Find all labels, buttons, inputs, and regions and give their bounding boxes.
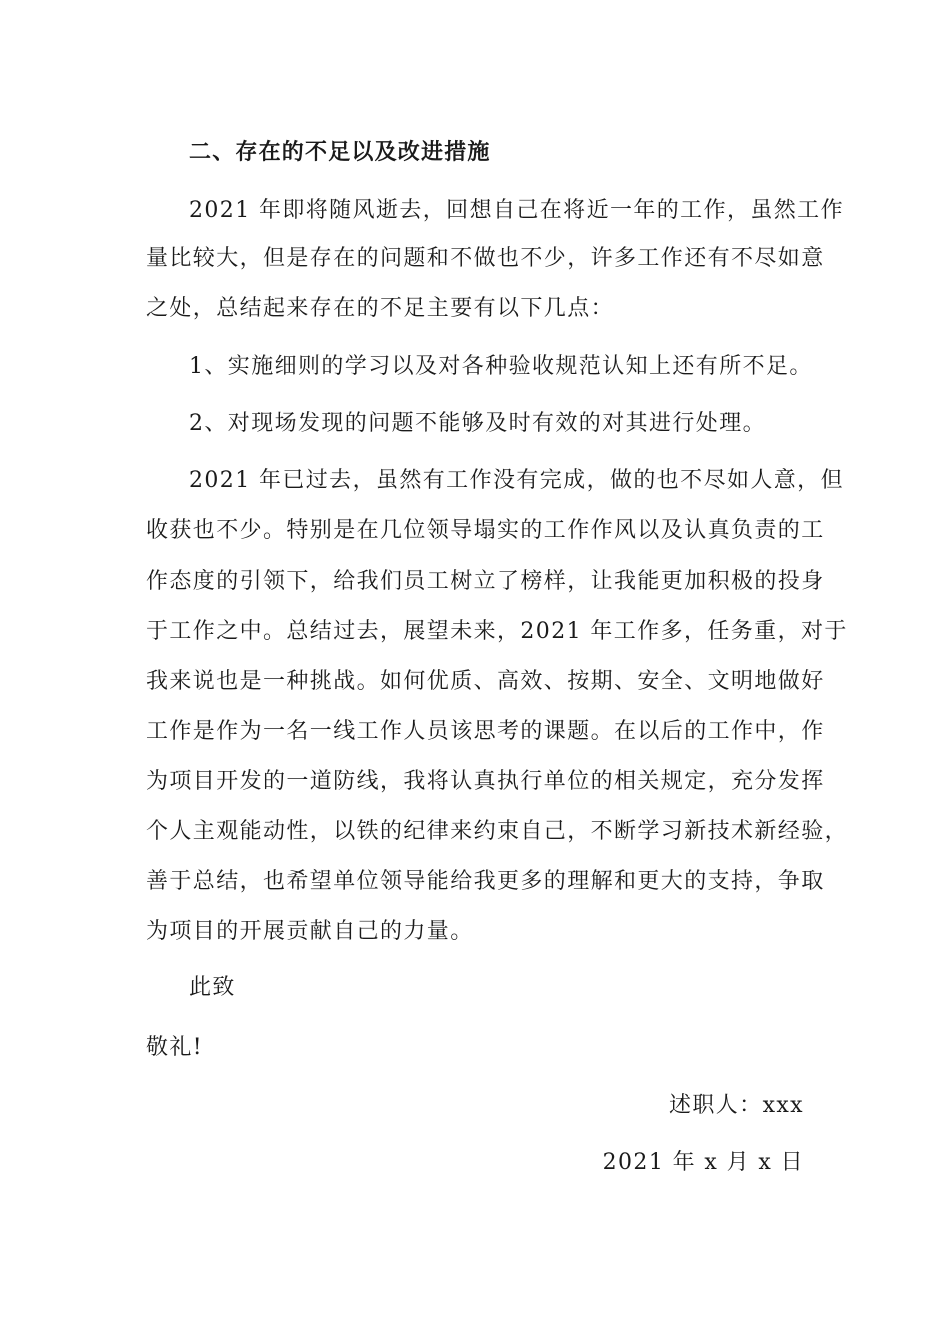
date-line: 2021 年 x 月 x 日	[602, 1150, 804, 1175]
paragraph-line: 于工作之中。总结过去，展望未来，2021 年工作多，任务重，对于	[146, 619, 848, 644]
paragraph-line: 为项目开发的一道防线，我将认真执行单位的相关规定，充分发挥	[146, 769, 825, 794]
list-item: 1、实施细则的学习以及对各种验收规范认知上还有所不足。	[189, 354, 813, 379]
paragraph-line: 2021 年已过去，虽然有工作没有完成，做的也不尽如人意，但	[189, 468, 844, 493]
paragraph-line: 之处，总结起来存在的不足主要有以下几点：	[146, 296, 615, 321]
list-item: 2、对现场发现的问题不能够及时有效的对其进行处理。	[189, 411, 766, 436]
paragraph-line: 我来说也是一种挑战。如何优质、高效、按期、安全、文明地做好	[146, 669, 825, 694]
salutation-text: 敬礼!	[146, 1035, 204, 1060]
paragraph-line: 为项目的开展贡献自己的力量。	[146, 919, 474, 944]
paragraph-line: 善于总结，也希望单位领导能给我更多的理解和更大的支持，争取	[146, 869, 825, 894]
paragraph-line: 2021 年即将随风逝去，回想自己在将近一年的工作，虽然工作	[189, 198, 844, 223]
paragraph-line: 收获也不少。特别是在几位领导塌实的工作作风以及认真负责的工	[146, 518, 825, 543]
section-heading: 二、存在的不足以及改进措施	[189, 139, 491, 165]
paragraph-line: 工作是作为一名一线工作人员该思考的课题。在以后的工作中，作	[146, 719, 825, 744]
closing-text: 此致	[189, 975, 236, 1000]
paragraph-line: 个人主观能动性，以铁的纪律来约束自己，不断学习新技术新经验，	[146, 819, 849, 844]
paragraph-line: 作态度的引领下，给我们员工树立了榜样，让我能更加积极的投身	[146, 569, 825, 594]
paragraph-line: 量比较大，但是存在的问题和不做也不少，许多工作还有不尽如意	[146, 246, 825, 271]
signature-line: 述职人：xxx	[668, 1093, 804, 1118]
